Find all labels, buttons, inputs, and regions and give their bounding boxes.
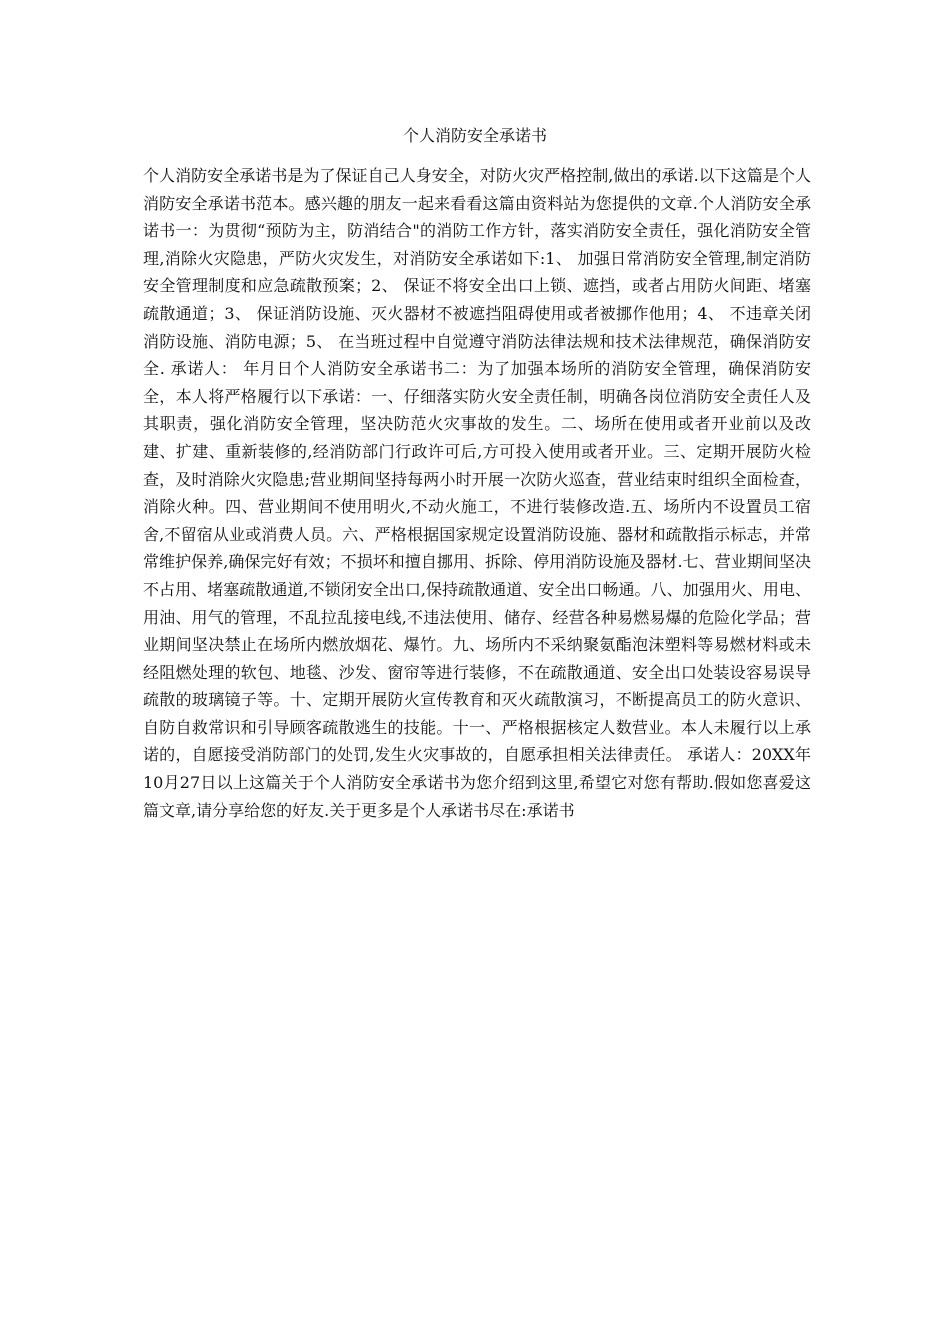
document-title: 个人消防安全承诺书	[402, 126, 547, 145]
document-body-paragraph: 个人消防安全承诺书是为了保证自己人身安全，对防火灾严格控制,做出的承诺.以下这篇是个人消防安全承诺书范本。感兴趣的朋友一起来看看这篇由资料站为您提供的文章.个人消防安全承诺书一：为贯彻“预防为主，防消结合"的消防工作方针，落实消防安全责任，强化消防安全管理,消除火灾隐患，严防火灾发生，对消防安全承诺如下:1、 加强日常消防安全管理,制定消防安全管理制度和应急疏散预案；2、 保证不将安全出口上锁、遮挡，或者占用防火间距、堵塞疏散通道；3、 保证消防设施、灭火器材不被遮挡阻碍使用或者被挪作他用；4、 不违章关闭消防设施、消防电源；5、 在当班过程中自觉遵守消防法律法规和技术法律规范，确保消防安全. 承诺人： 年月日个人消防安全承诺书二：为了加强本场所的消防安全管理，确保消防安全，本人将严格履行以下承诺：一、仔细落实防火安全责任制，明确各岗位消防安全责任人及其职责，强化消防安全管理，坚决防范火灾事故的发生。二、场所在使用或者开业前以及改建、扩建、重新装修的,经消防部门行政许可后,方可投入使用或者开业。三、定期开展防火检查，及时消除火灾隐患;营业期间坚持每两小时开展一次防火巡查，营业结束时组织全面检查，消除火种。四、营业期间不使用明火,不动火施工，不进行装修改造.五、场所内不设置员工宿舍,不留宿从业或消费人员。六、严格根据国家规定设置消防设施、器材和疏散指示标志，并常常维护保养,确保完好有效；不损坏和擅自挪用、拆除、停用消防设施及器材.七、营业期间坚决不占用、堵塞疏散通道,不锁闭安全出口,保持疏散通道、安全出口畅通。八、加强用火、用电、用油、用气的管理，不乱拉乱接电线,不违法使用、储存、经营各种易燃易爆的危险化学品；营业期间坚决禁止在场所内燃放烟花、爆竹。九、场所内不采纳聚氨酯泡沫塑料等易燃材料或未经阻燃处理的软包、地毯、沙发、窗帘等进行装修，不在疏散通道、安全出口处装设容易误导疏散的玻璃镜子等。十、定期开展防火宣传教育和灭火疏散演习，不断提高员工的防火意识、自防自救常识和引导顾客疏散逃生的技能。十一、严格根据核定人数营业。本人未履行以上承诺的，自愿接受消防部门的处罚,发生火灾事故的，自愿承担相关法律责任。 承诺人：20XX年10月27日以上这篇关于个人消防安全承诺书为您介绍到这里,希望它对您有帮助.假如您喜爱这篇文章,请分享给您的好友.关于更多是个人承诺书尽在:承诺书	[143, 166, 811, 820]
